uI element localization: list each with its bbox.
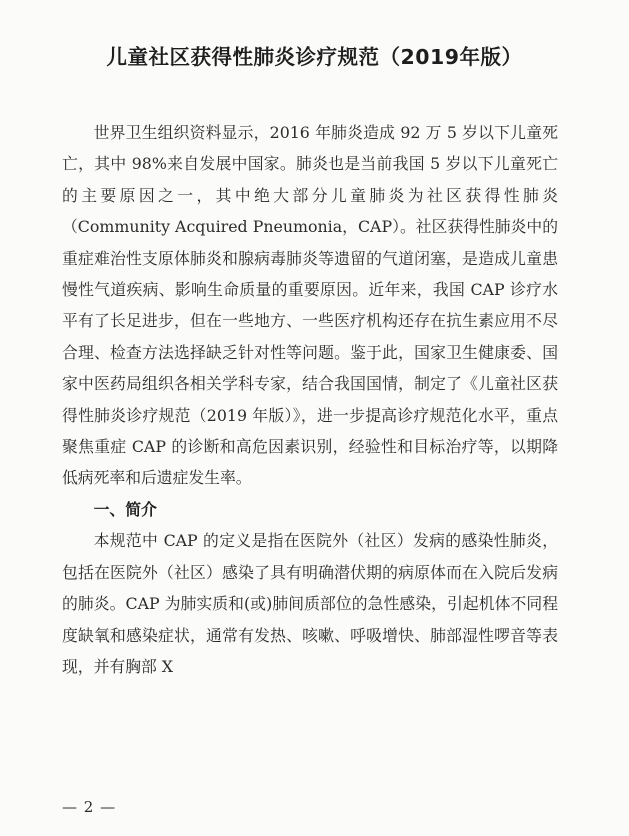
document-title: 儿童社区获得性肺炎诊疗规范（2019年版）	[106, 45, 523, 69]
page-number: — 2 —	[62, 798, 117, 816]
section-paragraph: 本规范中 CAP 的定义是指在医院外（社区）发病的感染性肺炎，包括在医院外（社区）感染了具有明确潜伏期的病原体而在入院后发病的肺炎。CAP 为肺实质和(或)肺间质部位的急性感染，引起机体不同程度缺氧和感染症状，通常有发热、咳嗽、呼吸增快、肺部湿性啰音等表现，并有胸部 X	[62, 531, 558, 676]
section-heading: 一、简介	[93, 499, 157, 519]
document-body	[62, 117, 558, 682]
intro-paragraph: 世界卫生组织资料显示，2016 年肺炎造成 92 万 5 岁以下儿童死亡，其中 98%来自发展中国家。肺炎也是当前我国 5 岁以下儿童死亡的主要原因之一，其中绝大部分儿童肺炎为社区获得性肺炎（Community Acquired Pneumonia，CAP）。社区获得性肺炎中的重症难治性支原体肺炎和腺病毒肺炎等遗留的气道闭塞，是造成儿童患慢性气道疾病、影响生命质量的重要原因。近年来，我国 CAP 诊疗水平有了长足进步，但在一些地方、一些医疗机构还存在抗生素应用不尽合理、检查方法选择缺乏针对性等问题。鉴于此，国家卫生健康委、国家中医药局组织各相关学科专家，结合我国国情，制定了《儿童社区获得性肺炎诊疗规范（2019 年版）》，进一步提高诊疗规范化水平，重点聚焦重症 CAP 的诊断和高危因素识别，经验性和目标治疗等，以期降低病死率和后遗症发生率。	[62, 123, 558, 488]
